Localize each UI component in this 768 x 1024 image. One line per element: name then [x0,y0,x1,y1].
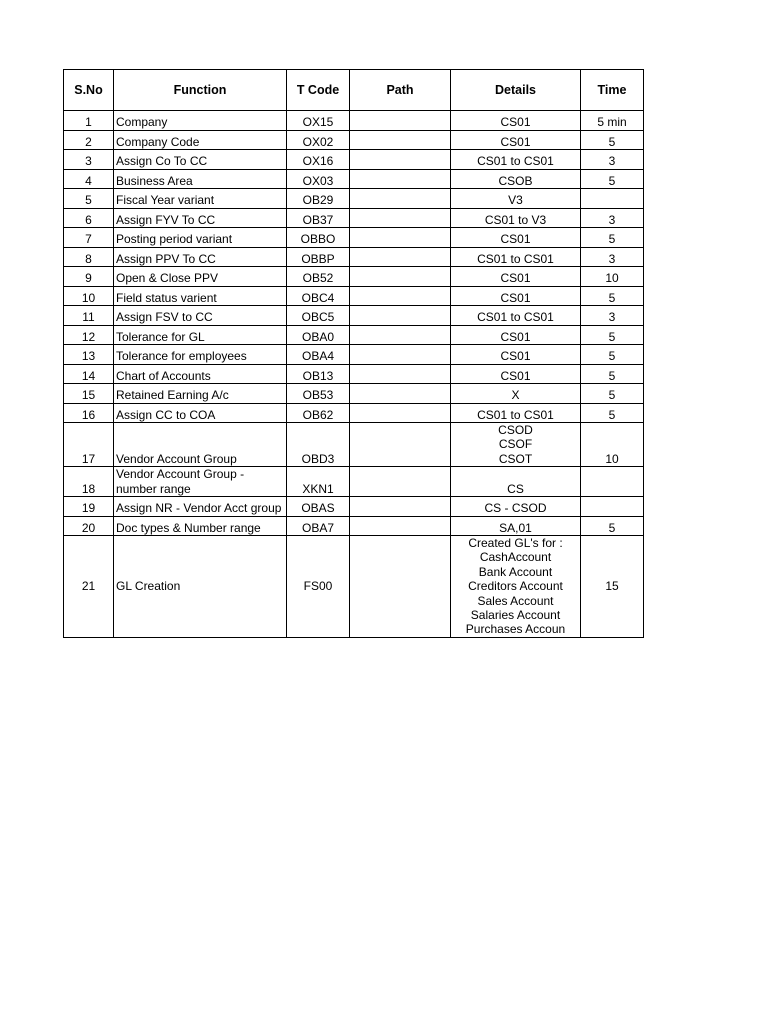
cell-path [350,516,451,536]
cell-path [350,169,451,189]
cell-path [350,364,451,384]
cell-path [350,467,451,497]
cell-function: Open & Close PPV [114,267,287,287]
table-row [64,189,644,209]
cell-sno: 5 [64,189,114,209]
cell-tcode: OBC5 [287,306,350,326]
cell-tcode: FS00 [287,536,350,638]
cell-sno: 9 [64,267,114,287]
table-row [64,150,644,170]
cell-time [581,189,644,209]
cell-time: 3 [581,247,644,267]
cell-sno: 21 [64,536,114,638]
cell-function: Assign Co To CC [114,150,287,170]
cell-details: CS01 to CS01 [451,150,581,170]
cell-time [581,497,644,517]
table-row [64,267,644,287]
cell-function: Assign PPV To CC [114,247,287,267]
cell-time [581,467,644,497]
table-row [64,325,644,345]
cell-function: Assign NR - Vendor Acct group [114,497,287,517]
cell-time: 3 [581,150,644,170]
cell-time: 5 [581,286,644,306]
cell-sno: 16 [64,403,114,423]
cell-time: 5 [581,169,644,189]
cell-function: Business Area [114,169,287,189]
cell-tcode: OBC4 [287,286,350,306]
cell-function: Doc types & Number range [114,516,287,536]
cell-function: Assign FSV to CC [114,306,287,326]
table-row [64,423,644,467]
table-row [64,364,644,384]
table-row [64,306,644,326]
cell-tcode: OBBO [287,228,350,248]
cell-tcode: OB52 [287,267,350,287]
cell-details: CS01 [451,345,581,365]
cell-time: 3 [581,306,644,326]
header-details: Details [451,70,581,111]
cell-sno: 3 [64,150,114,170]
cell-function: Company [114,111,287,131]
cell-function: Vendor Account Group - number range [114,467,287,497]
cell-function: Company Code [114,130,287,150]
cell-details: CS01 [451,228,581,248]
cell-path [350,306,451,326]
cell-details: CS - CSOD [451,497,581,517]
cell-time: 15 [581,536,644,638]
cell-path [350,189,451,209]
cell-time: 5 min [581,111,644,131]
table-row [64,403,644,423]
cell-tcode: OX15 [287,111,350,131]
table-row [64,208,644,228]
cell-function: Posting period variant [114,228,287,248]
cell-details: X [451,384,581,404]
cell-details: SA,01 [451,516,581,536]
cell-details: CS01 [451,325,581,345]
table-row [64,247,644,267]
cell-time: 5 [581,345,644,365]
cell-tcode: OB62 [287,403,350,423]
cell-details: CS01 to CS01 [451,306,581,326]
cell-details: CS01 [451,130,581,150]
cell-details: CS [451,467,581,497]
cell-sno: 13 [64,345,114,365]
cell-function: Assign FYV To CC [114,208,287,228]
cell-tcode: OX02 [287,130,350,150]
cell-path [350,325,451,345]
cell-function: Vendor Account Group [114,423,287,467]
cell-sno: 6 [64,208,114,228]
cell-tcode: OX03 [287,169,350,189]
cell-path [350,111,451,131]
cell-path [350,497,451,517]
cell-tcode: XKN1 [287,467,350,497]
cell-function: Assign CC to COA [114,403,287,423]
table-row [64,169,644,189]
cell-tcode: OBA0 [287,325,350,345]
cell-path [350,423,451,467]
cell-function: Field status varient [114,286,287,306]
cell-details: CSOB [451,169,581,189]
header-row [64,70,644,111]
cell-sno: 15 [64,384,114,404]
cell-details: CSOD CSOF CSOT [451,423,581,467]
cell-tcode: OBAS [287,497,350,517]
cell-function: GL Creation [114,536,287,638]
table-row [64,286,644,306]
cell-sno: 14 [64,364,114,384]
cell-path [350,247,451,267]
table-row [64,536,644,638]
cell-details: CS01 [451,111,581,131]
cell-details: CS01 to CS01 [451,403,581,423]
cell-time: 5 [581,384,644,404]
cell-path [350,150,451,170]
cell-time: 5 [581,403,644,423]
table-row [64,130,644,150]
cell-details: CS01 [451,286,581,306]
cell-details: CS01 [451,364,581,384]
cell-path [350,384,451,404]
cell-path [350,536,451,638]
cell-function: Tolerance for GL [114,325,287,345]
cell-sno: 2 [64,130,114,150]
cell-tcode: OBA7 [287,516,350,536]
cell-sno: 20 [64,516,114,536]
cell-function: Fiscal Year variant [114,189,287,209]
header-tcode: T Code [287,70,350,111]
table-row [64,497,644,517]
cell-function: Tolerance for employees [114,345,287,365]
cell-path [350,228,451,248]
cell-sno: 19 [64,497,114,517]
cell-sno: 7 [64,228,114,248]
cell-time: 10 [581,267,644,287]
cell-path [350,267,451,287]
cell-tcode: OBBP [287,247,350,267]
cell-time: 3 [581,208,644,228]
cell-details: CS01 [451,267,581,287]
cell-details: CS01 to V3 [451,208,581,228]
cell-sno: 10 [64,286,114,306]
cell-time: 5 [581,228,644,248]
cell-path [350,403,451,423]
cell-time: 5 [581,364,644,384]
cell-time: 5 [581,130,644,150]
cell-tcode: OB37 [287,208,350,228]
cell-sno: 1 [64,111,114,131]
cell-tcode: OB13 [287,364,350,384]
cell-time: 5 [581,516,644,536]
cell-path [350,208,451,228]
cell-tcode: OB53 [287,384,350,404]
cell-sno: 12 [64,325,114,345]
table-row [64,111,644,131]
table-row [64,228,644,248]
cell-details: V3 [451,189,581,209]
table-row [64,516,644,536]
cell-path [350,130,451,150]
cell-sno: 4 [64,169,114,189]
header-sno: S.No [64,70,114,111]
table-row [64,384,644,404]
header-function: Function [114,70,287,111]
cell-path [350,345,451,365]
cell-time: 5 [581,325,644,345]
cell-sno: 17 [64,423,114,467]
cell-path [350,286,451,306]
cell-time: 10 [581,423,644,467]
cell-function: Chart of Accounts [114,364,287,384]
cell-tcode: OX16 [287,150,350,170]
cell-tcode: OB29 [287,189,350,209]
cell-details: Created GL's for : CashAccount Bank Account Creditors Account Sales Account Salaries Account Purchases Accoun [451,536,581,638]
cell-tcode: OBD3 [287,423,350,467]
header-time: Time [581,70,644,111]
cell-sno: 8 [64,247,114,267]
task-table [63,69,644,638]
cell-details: CS01 to CS01 [451,247,581,267]
header-path: Path [350,70,451,111]
cell-function: Retained Earning A/c [114,384,287,404]
cell-sno: 18 [64,467,114,497]
table-body [64,111,644,638]
table-row [64,345,644,365]
table-row [64,467,644,497]
cell-tcode: OBA4 [287,345,350,365]
cell-sno: 11 [64,306,114,326]
